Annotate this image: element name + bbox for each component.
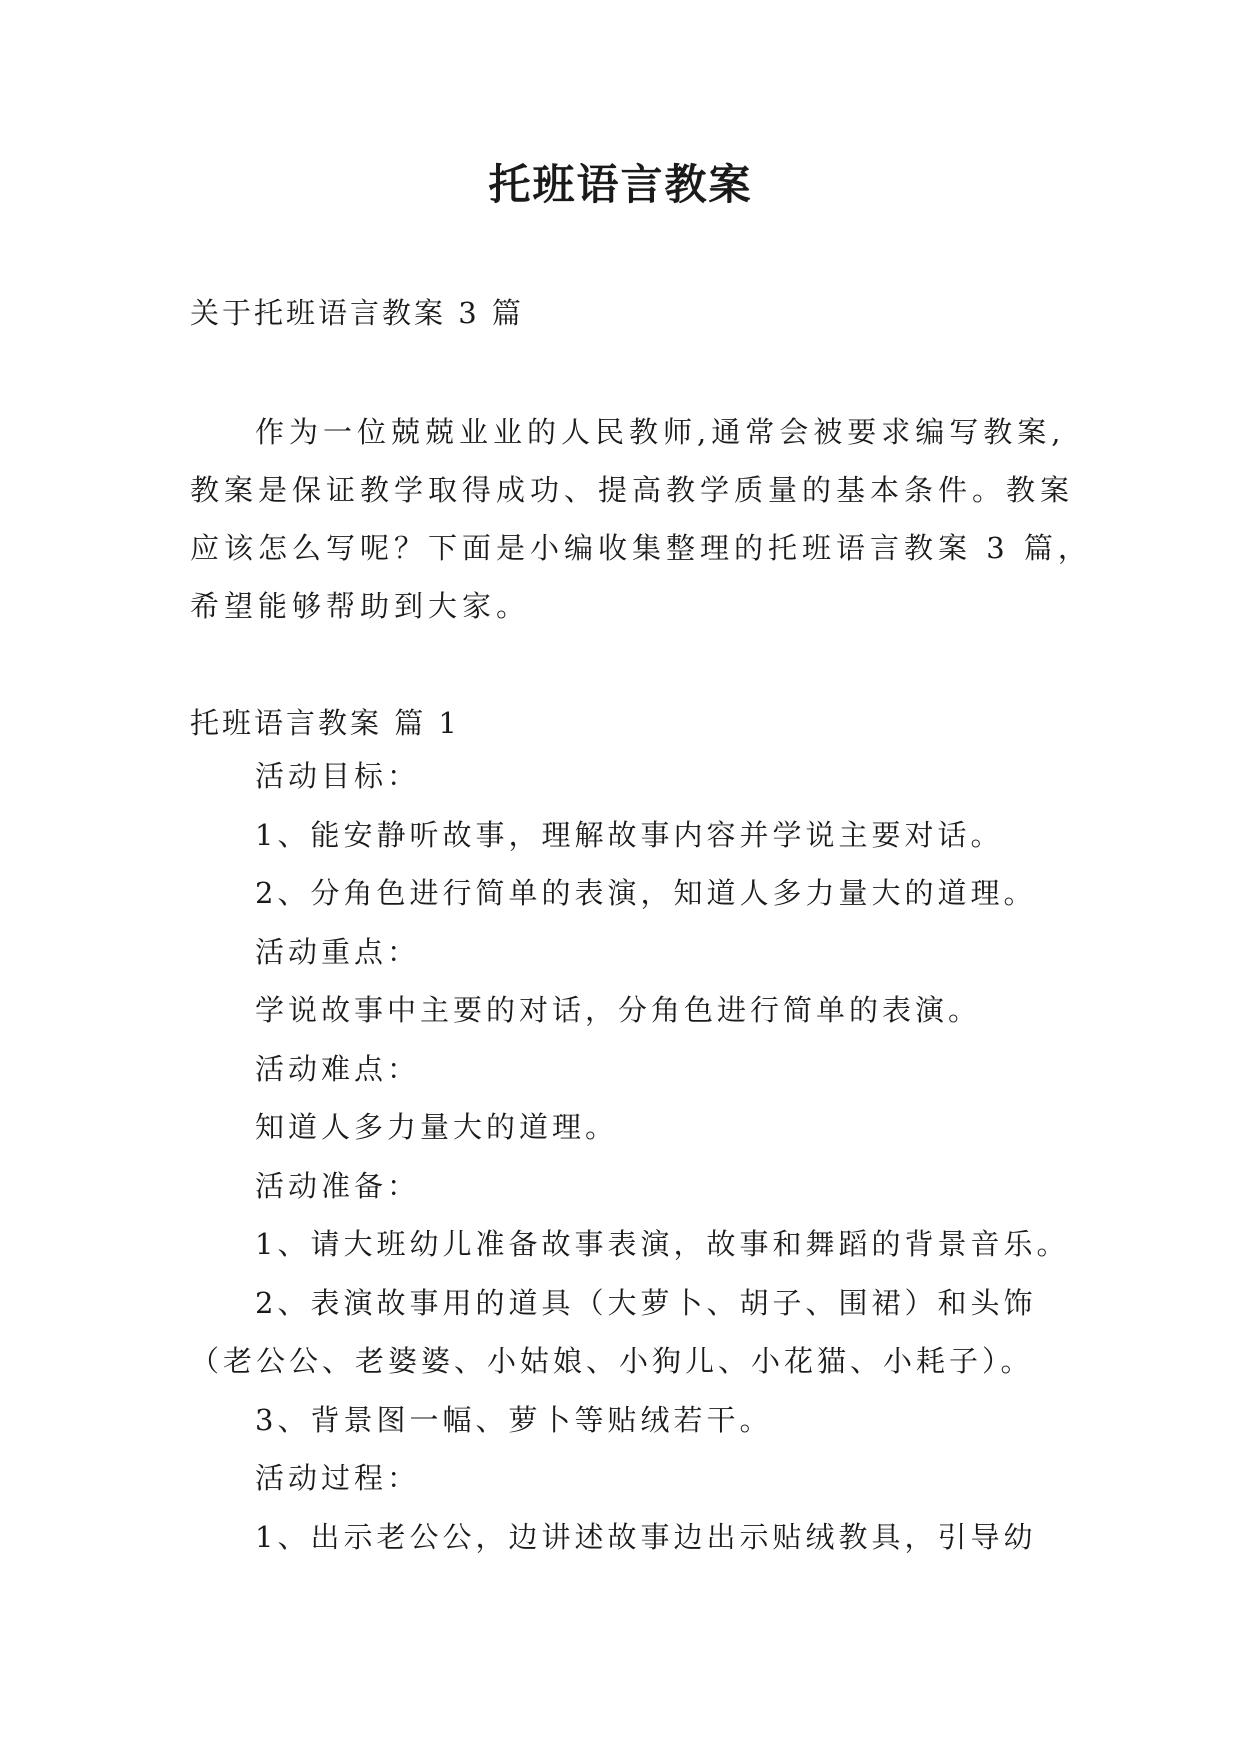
body-line: 学说故事中主要的对话，分角色进行简单的表演。: [255, 993, 982, 1027]
intro-line: 应该怎么写呢？下面是小编收集整理的托班语言教案 3 篇，: [190, 531, 1092, 565]
body-line: 活动重点：: [255, 934, 421, 969]
body-line: 活动难点：: [255, 1051, 421, 1086]
section-heading: 托班语言教案 篇 1: [190, 706, 460, 740]
body-line: 知道人多力量大的道理。: [255, 1110, 619, 1144]
intro-line: 希望能够帮助到大家。: [190, 589, 531, 623]
body-line: 2、分角色进行简单的表演，知道人多力量大的道理。: [255, 876, 1037, 910]
document-subtitle: 关于托班语言教案 3 篇: [190, 296, 524, 330]
body-line: 3、背景图一幅、萝卜等贴绒若干。: [255, 1402, 773, 1437]
intro-line: 教案是保证教学取得成功、提高教学质量的基本条件。教案: [190, 473, 1075, 507]
body-line: 活动过程：: [255, 1461, 421, 1495]
intro-line: 作为一位兢兢业业的人民教师,通常会被要求编写教案,: [255, 415, 1066, 449]
body-line: 活动目标：: [255, 759, 421, 793]
body-line: 1、请大班幼儿准备故事表演，故事和舞蹈的背景音乐。: [255, 1227, 1070, 1261]
lesson-body: [190, 756, 1090, 1575]
body-line: 1、出示老公公，边讲述故事边出示贴绒教具，引导幼: [255, 1519, 1037, 1554]
body-line: 2、表演故事用的道具（大萝卜、胡子、围裙）和头饰: [255, 1285, 1037, 1320]
body-line: 1、能安静听故事，理解故事内容并学说主要对话。: [255, 817, 1004, 852]
document-title: 托班语言教案: [488, 160, 753, 209]
body-line: （老公公、老婆婆、小姑娘、小狗儿、小花猫、小耗子）。: [190, 1344, 1034, 1378]
body-line: 活动准备：: [255, 1168, 421, 1203]
intro-paragraph: [190, 403, 1092, 635]
